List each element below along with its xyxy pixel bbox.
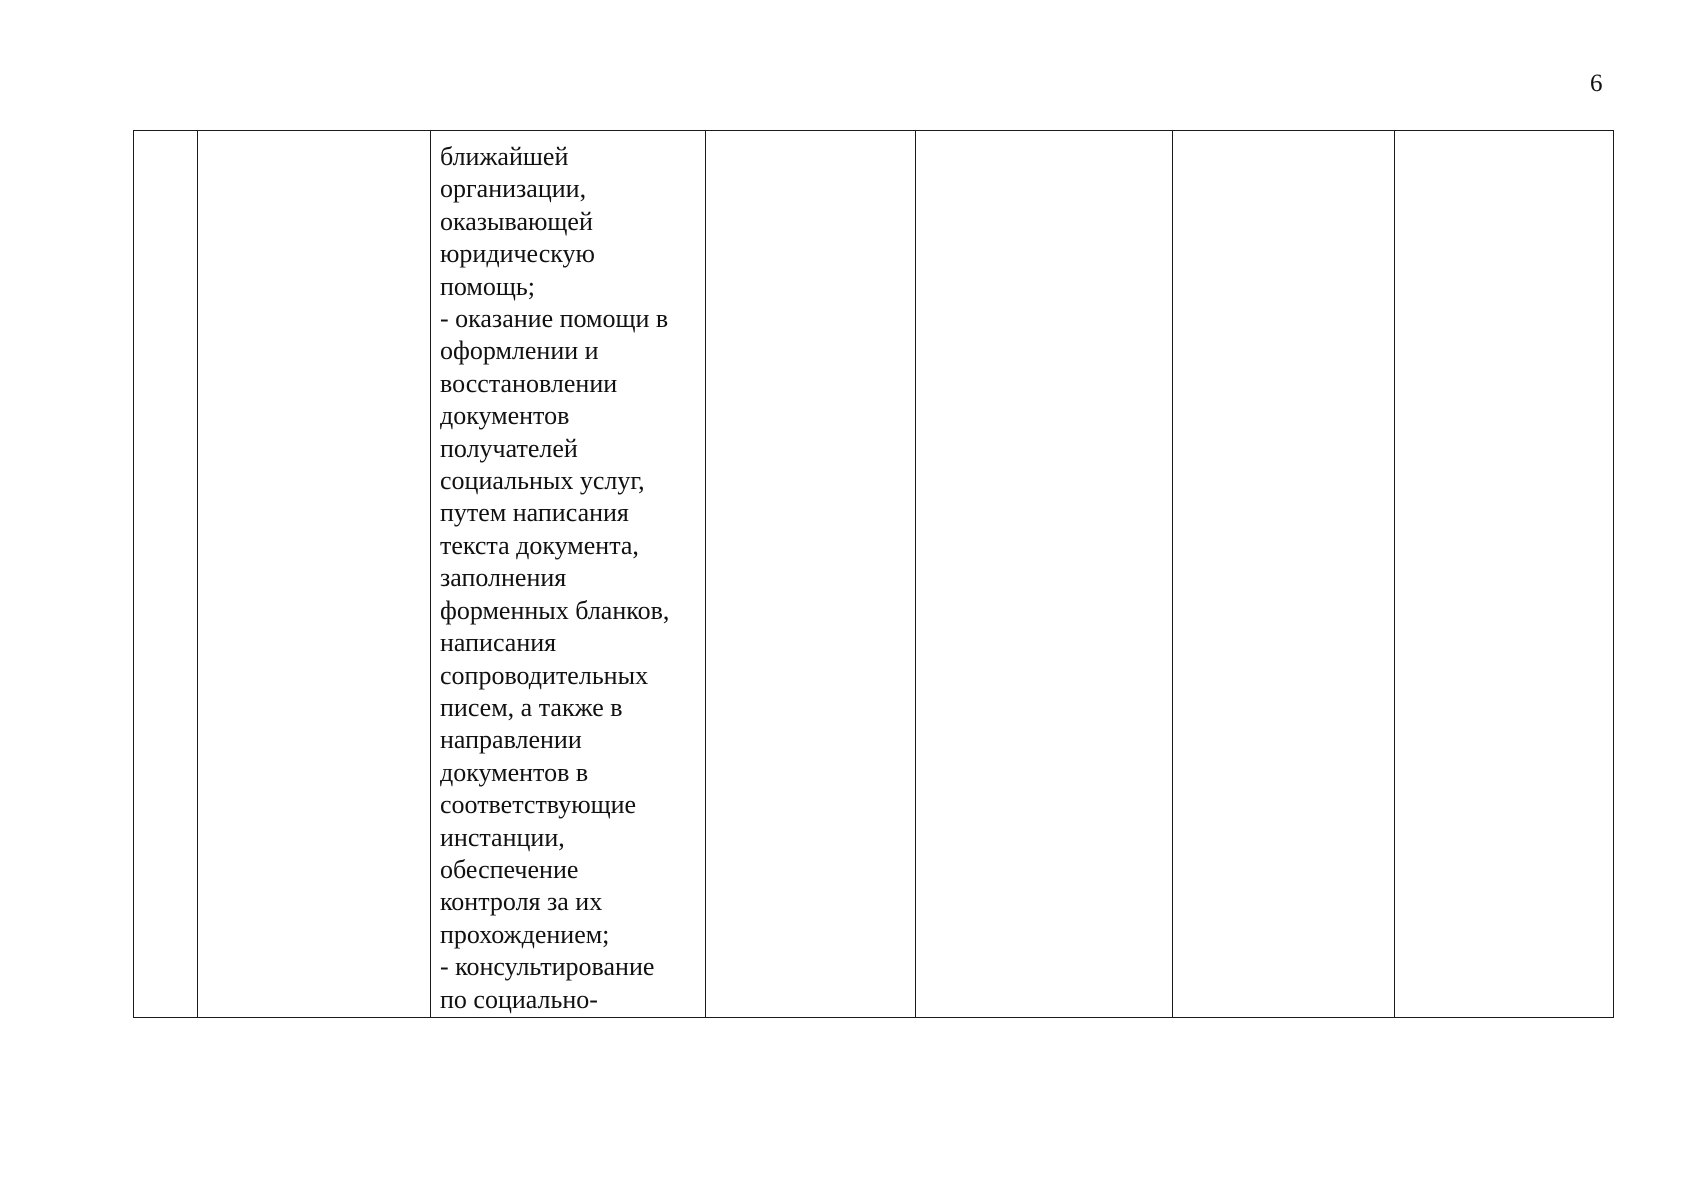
description-line: помощь; [440, 271, 535, 301]
description-line: написания [440, 628, 557, 658]
cell-number [134, 131, 198, 1018]
description-line: обеспечение [440, 854, 579, 884]
description-line: путем написания [440, 498, 629, 528]
description-line: юридическую [440, 239, 595, 269]
description-line: текста документа, [440, 530, 639, 560]
description-line: получателей [440, 433, 578, 463]
description-line: восстановлении [440, 368, 618, 398]
cell-column-5 [916, 131, 1173, 1018]
description-line: направлении [440, 725, 582, 755]
description-line: оказывающей [440, 206, 593, 236]
cell-column-7 [1395, 131, 1614, 1018]
table-row [134, 131, 1614, 1018]
description-line: оформлении и [440, 336, 599, 366]
description-line: прохождением; [440, 919, 610, 949]
description-line: сопроводительных [440, 660, 649, 690]
description-line: инстанции, [440, 822, 565, 852]
description-line: документов [440, 401, 570, 431]
cell-service-description [431, 131, 706, 1018]
description-line: ближайшей [440, 142, 569, 171]
cell-service-name [198, 131, 431, 1018]
description-line: соответствующие [440, 790, 637, 820]
description-line: организации, [440, 174, 587, 204]
description-line: - оказание помощи в [440, 304, 669, 334]
description-line: заполнения [440, 563, 567, 593]
services-table [133, 130, 1614, 1018]
description-line: - консультирование [440, 952, 655, 982]
description-line: по социально- [440, 984, 598, 1014]
cell-column-6 [1173, 131, 1395, 1018]
service-description-text [431, 131, 705, 1016]
description-line: социальных услуг, [440, 466, 645, 496]
cell-column-4 [706, 131, 916, 1018]
description-line: форменных бланков, [440, 595, 670, 625]
description-line: контроля за их [440, 887, 603, 917]
page-number: 6 [1590, 70, 1603, 97]
description-line: документов в [440, 757, 589, 787]
description-line: писем, а также в [440, 692, 623, 722]
